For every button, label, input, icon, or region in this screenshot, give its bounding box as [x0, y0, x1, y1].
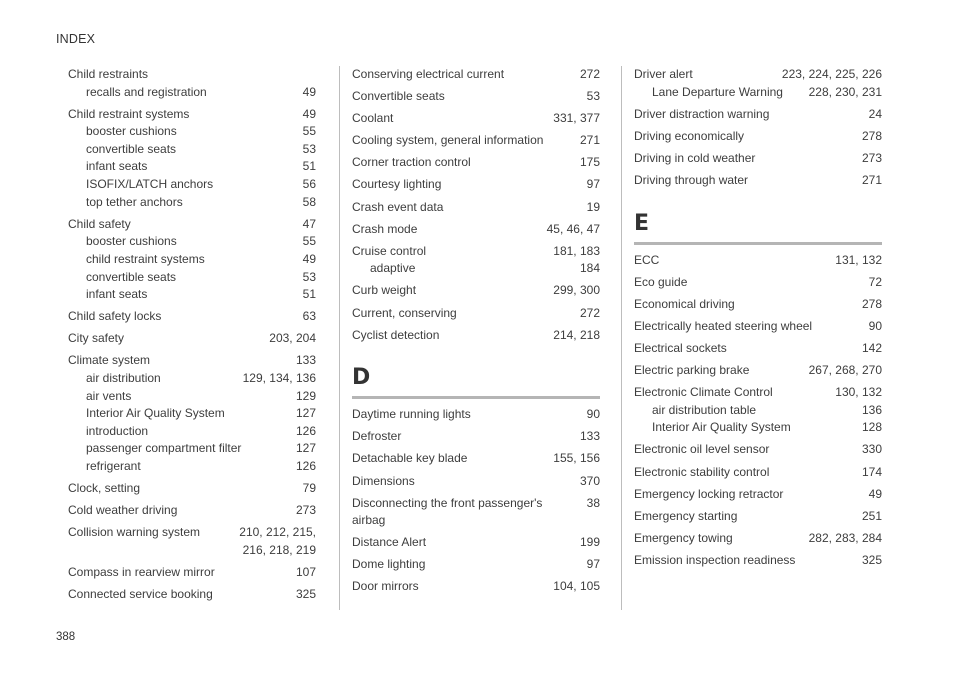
- index-term: Dome lighting: [352, 557, 426, 572]
- index-subentry-row: [68, 423, 316, 441]
- index-subentry-row: [68, 194, 316, 212]
- index-entry: [352, 428, 600, 446]
- index-term: Emergency starting: [634, 508, 738, 523]
- index-entry-row: [634, 508, 882, 526]
- index-entry-row: [634, 340, 882, 358]
- index-column-3: [622, 66, 894, 574]
- index-entry-row: [352, 473, 600, 491]
- page-reference: 126: [295, 458, 316, 473]
- index-entry-row: [634, 552, 882, 570]
- index-entry-row: [634, 150, 882, 168]
- index-subentry-row: [68, 440, 316, 458]
- index-entry-row: [352, 176, 600, 194]
- index-entry: [634, 66, 882, 101]
- index-entry: [634, 106, 882, 124]
- page-reference: 55: [302, 124, 316, 139]
- index-subentry-row: [68, 251, 316, 269]
- index-entry: [634, 441, 882, 459]
- index-entry: [68, 106, 316, 212]
- page-reference: 131, 132: [835, 252, 882, 267]
- index-entry-row: [634, 172, 882, 190]
- index-term: Defroster: [352, 429, 402, 444]
- index-entry-row: [352, 327, 600, 345]
- page-reference: 90: [868, 318, 882, 333]
- index-entry: [68, 586, 316, 604]
- index-term: Crash mode: [352, 221, 418, 236]
- page-reference: 90: [586, 407, 600, 422]
- index-entry: [352, 154, 600, 172]
- page-reference: 51: [302, 159, 316, 174]
- page-reference: 51: [302, 287, 316, 302]
- index-entry-row: [352, 406, 600, 424]
- index-entry-row: [352, 305, 600, 323]
- page-reference: 53: [302, 269, 316, 284]
- page-reference: 203, 204: [269, 331, 316, 346]
- index-subentry-row: [634, 402, 882, 420]
- index-term: Disconnecting the front passenger's airbag: [352, 495, 543, 528]
- index-term: City safety: [68, 331, 125, 346]
- index-entry: [634, 172, 882, 190]
- page-reference: 72: [868, 274, 882, 289]
- index-term: refrigerant: [86, 458, 141, 473]
- index-term: Connected service booking: [68, 587, 213, 602]
- index-term: Child safety locks: [68, 309, 162, 324]
- index-entry-row: [68, 352, 316, 370]
- index-entry-row: [68, 106, 316, 124]
- page-reference: 331, 377: [553, 111, 600, 126]
- index-term: air distribution: [86, 371, 161, 385]
- page-reference: 271: [579, 133, 600, 148]
- index-term: Emergency towing: [634, 530, 733, 545]
- index-subentry-row: [68, 158, 316, 176]
- index-entry: [68, 524, 316, 559]
- index-entry-row: [352, 221, 600, 239]
- index-term: Electronic stability control: [634, 464, 770, 479]
- index-entry-row: [68, 502, 316, 520]
- page-reference: 133: [579, 429, 600, 444]
- index-term: ECC: [634, 252, 660, 267]
- index-term: Driving economically: [634, 128, 745, 143]
- index-term: Cruise control: [352, 243, 427, 258]
- index-entry: [634, 318, 882, 336]
- page-reference: 129, 134, 136: [242, 371, 316, 385]
- index-entry-row: [352, 110, 600, 128]
- index-entry: [68, 330, 316, 348]
- index-term: convertible seats: [86, 269, 177, 284]
- page-reference: 97: [586, 177, 600, 192]
- index-term: Driver distraction warning: [634, 106, 770, 121]
- index-term: Compass in rearview mirror: [68, 564, 215, 579]
- page-reference: 49: [302, 106, 316, 121]
- index-entry-row: [352, 243, 600, 261]
- index-entry-row: [68, 586, 316, 604]
- page-reference: 128: [861, 420, 882, 435]
- index-entry: [352, 199, 600, 217]
- index-term: Corner traction control: [352, 155, 471, 170]
- index-subentry-row: [68, 176, 316, 194]
- index-entry-row: [634, 486, 882, 504]
- index-term: Driving through water: [634, 172, 749, 187]
- index-entry: [68, 480, 316, 498]
- page-reference: 325: [295, 587, 316, 602]
- section-letter: E: [634, 210, 650, 236]
- index-entry-row: [634, 464, 882, 482]
- index-entry-row: [352, 450, 600, 468]
- page-reference: 38: [586, 495, 600, 510]
- index-term: Cooling system, general information: [352, 133, 544, 148]
- index-entry: [68, 308, 316, 326]
- index-entry: [352, 282, 600, 300]
- section-divider: [352, 396, 600, 399]
- index-entry-row: [68, 308, 316, 326]
- index-column-2: [340, 66, 612, 601]
- index-term: Emission inspection readiness: [634, 552, 796, 567]
- index-term: Climate system: [68, 353, 151, 368]
- index-entry: [68, 216, 316, 304]
- index-subentry-row: [68, 388, 316, 406]
- index-entry-row: [68, 564, 316, 582]
- index-entry: [352, 534, 600, 552]
- page-reference: 325: [861, 552, 882, 567]
- index-term: Eco guide: [634, 274, 688, 289]
- index-subentry-row: [68, 269, 316, 287]
- page-reference: 175: [579, 155, 600, 170]
- index-entry: [352, 110, 600, 128]
- index-term: introduction: [86, 423, 149, 438]
- page-reference: 129: [295, 388, 316, 403]
- index-subentry-row: [352, 260, 600, 278]
- index-entry-row: [634, 296, 882, 314]
- index-entry: [352, 243, 600, 278]
- index-entry-row: [352, 154, 600, 172]
- index-term: Detachable key blade: [352, 451, 468, 466]
- index-subentry-row: [634, 419, 882, 437]
- index-term: Driver alert: [634, 67, 693, 81]
- page-reference: 223, 224, 225, 226: [781, 67, 882, 81]
- index-term: Electronic Climate Control: [634, 385, 773, 400]
- index-entry: [352, 473, 600, 491]
- index-term: Conserving electrical current: [352, 67, 505, 81]
- page-reference: 282, 283, 284: [808, 530, 882, 545]
- index-column-1: [56, 66, 328, 608]
- index-entry: [68, 66, 316, 101]
- page-reference: 273: [861, 150, 882, 165]
- index-entry-row: [352, 66, 600, 84]
- index-term: booster cushions: [86, 124, 177, 139]
- index-entry: [634, 296, 882, 314]
- index-subentry-row: [68, 141, 316, 159]
- index-term: adaptive: [370, 261, 416, 276]
- index-entry: [352, 450, 600, 468]
- index-entry-row: [68, 524, 316, 542]
- index-entry-row: [634, 362, 882, 380]
- page-reference: 55: [302, 234, 316, 249]
- page-reference: 330: [861, 442, 882, 457]
- page-reference: 278: [861, 128, 882, 143]
- index-entry-row: [352, 495, 600, 530]
- index-entry: [352, 406, 600, 424]
- index-term: Courtesy lighting: [352, 177, 442, 192]
- index-term: air vents: [86, 388, 132, 403]
- index-term: Electric parking brake: [634, 363, 750, 378]
- index-term: Interior Air Quality System: [86, 406, 225, 421]
- page-reference: 58: [302, 194, 316, 209]
- index-term: child restraint systems: [86, 251, 205, 266]
- page-reference: 49: [302, 251, 316, 266]
- page-reference: 126: [295, 423, 316, 438]
- index-term: Collision warning system: [68, 525, 201, 540]
- index-entry-row: [634, 384, 882, 402]
- index-subentry-row: [68, 405, 316, 423]
- index-entry-row: [352, 88, 600, 106]
- index-entry-row: [634, 252, 882, 270]
- index-entry-row: [352, 578, 600, 596]
- index-subentry-row: [634, 84, 882, 102]
- index-term: passenger compartment filter: [86, 441, 242, 456]
- index-entry: [68, 502, 316, 520]
- index-term: Child safety: [68, 216, 131, 231]
- index-entry-row: [634, 441, 882, 459]
- index-entry: [352, 556, 600, 574]
- index-term: Door mirrors: [352, 579, 419, 594]
- page-reference: 370: [579, 473, 600, 488]
- page-reference: 155, 156: [553, 451, 600, 466]
- index-entry: [352, 88, 600, 106]
- page-reference: 174: [861, 464, 882, 479]
- index-term: infant seats: [86, 159, 148, 174]
- page-number: 388: [56, 631, 76, 643]
- index-entry: [634, 274, 882, 292]
- index-term: Cold weather driving: [68, 503, 178, 518]
- index-entry-row: [352, 282, 600, 300]
- page-reference: 272: [579, 305, 600, 320]
- index-entry-row: [352, 534, 600, 552]
- index-entry-row: [68, 330, 316, 348]
- page-reference: 49: [302, 84, 316, 99]
- index-entry: [352, 132, 600, 150]
- page-reference: 272: [579, 67, 600, 81]
- section-letter: D: [352, 365, 371, 391]
- index-entry-row: [634, 318, 882, 336]
- index-subentry-row: [68, 84, 316, 102]
- index-term: Driving in cold weather: [634, 150, 756, 165]
- index-entry-row: [352, 199, 600, 217]
- page-reference: 56: [302, 177, 316, 192]
- index-term: recalls and registration: [86, 84, 207, 99]
- page-reference: 267, 268, 270: [808, 363, 882, 378]
- index-subentry-row: [68, 370, 316, 388]
- page-reference: 49: [868, 486, 882, 501]
- index-entry: [352, 66, 600, 84]
- index-entry-row: [352, 556, 600, 574]
- index-entry: [634, 384, 882, 437]
- page-reference: 273: [295, 503, 316, 518]
- page-reference: 107: [295, 564, 316, 579]
- page-reference-continued: [68, 542, 316, 560]
- page-reference: 181, 183: [553, 243, 600, 258]
- index-subentry-row: [68, 458, 316, 476]
- page-reference: 127: [295, 406, 316, 421]
- index-entry-row: [68, 216, 316, 234]
- index-term: booster cushions: [86, 234, 177, 249]
- index-entry-row: [634, 106, 882, 124]
- page-reference: 216, 218, 219: [242, 542, 316, 557]
- index-entry: [634, 252, 882, 270]
- index-term: Daytime running lights: [352, 407, 471, 422]
- index-term: convertible seats: [86, 141, 177, 156]
- page-reference: 210, 212, 215,: [239, 525, 316, 540]
- page-reference: 53: [586, 89, 600, 104]
- index-entry: [352, 305, 600, 323]
- index-entry: [634, 128, 882, 146]
- index-entry-row: [634, 530, 882, 548]
- index-entry: [352, 495, 600, 530]
- index-term: Crash event data: [352, 199, 444, 214]
- page-reference: 130, 132: [835, 385, 882, 400]
- index-term: Child restraints: [68, 67, 149, 81]
- index-entry: [352, 221, 600, 239]
- index-entry: [68, 564, 316, 582]
- index-term: Electrically heated steering wheel: [634, 318, 813, 333]
- page-reference: 199: [579, 535, 600, 550]
- index-subentry-row: [68, 123, 316, 141]
- section-divider: [634, 242, 882, 245]
- index-term: top tether anchors: [86, 194, 183, 209]
- page-reference: 136: [861, 402, 882, 417]
- index-term: Electronic oil level sensor: [634, 442, 770, 457]
- index-term: ISOFIX/LATCH anchors: [86, 177, 214, 192]
- index-entry: [634, 530, 882, 548]
- page-reference: 278: [861, 296, 882, 311]
- index-term: Emergency locking retractor: [634, 486, 784, 501]
- page-header: INDEX: [56, 32, 96, 46]
- index-entry: [634, 552, 882, 570]
- page-reference: 24: [868, 106, 882, 121]
- index-term: Current, conserving: [352, 305, 457, 320]
- page-reference: 63: [302, 309, 316, 324]
- index-term: Curb weight: [352, 283, 417, 298]
- index-entry: [352, 327, 600, 345]
- index-entry: [634, 150, 882, 168]
- index-entry-row: [634, 66, 882, 84]
- page-reference: 97: [586, 557, 600, 572]
- index-term: infant seats: [86, 287, 148, 302]
- index-term: Economical driving: [634, 296, 735, 311]
- index-term: Distance Alert: [352, 535, 427, 550]
- index-entry-row: [68, 480, 316, 498]
- page-reference: 45, 46, 47: [546, 221, 600, 236]
- index-term: Interior Air Quality System: [652, 420, 791, 435]
- index-term: Cyclist detection: [352, 327, 440, 342]
- page-reference: 299, 300: [553, 283, 600, 298]
- index-entry-row: [634, 274, 882, 292]
- index-entry-row: [68, 66, 316, 84]
- page-reference: 133: [295, 353, 316, 368]
- index-entry: [634, 486, 882, 504]
- index-entry-row: [634, 128, 882, 146]
- page-reference: 79: [302, 481, 316, 496]
- index-term: Coolant: [352, 111, 394, 126]
- index-term: air distribution table: [652, 402, 757, 417]
- index-entry: [634, 362, 882, 380]
- page-reference: 184: [579, 261, 600, 276]
- index-subentry-row: [68, 286, 316, 304]
- index-entry: [68, 352, 316, 475]
- page-reference: 271: [861, 172, 882, 187]
- page-reference: 104, 105: [553, 579, 600, 594]
- page-reference: 127: [295, 441, 316, 456]
- index-term: Convertible seats: [352, 89, 445, 104]
- page-reference: 228, 230, 231: [808, 84, 882, 99]
- page-reference: 251: [861, 508, 882, 523]
- page-reference: 19: [586, 199, 600, 214]
- index-term: Lane Departure Warning: [652, 84, 783, 99]
- index-entry: [634, 340, 882, 358]
- page-reference: 142: [861, 340, 882, 355]
- page-reference: 214, 218: [553, 327, 600, 342]
- index-term: Child restraint systems: [68, 106, 190, 121]
- index-term: Electrical sockets: [634, 340, 727, 355]
- index-entry: [634, 508, 882, 526]
- index-term: Clock, setting: [68, 481, 141, 496]
- index-term: Dimensions: [352, 473, 415, 488]
- page-reference: 53: [302, 141, 316, 156]
- index-entry-row: [352, 132, 600, 150]
- page-reference: 47: [302, 216, 316, 231]
- index-subentry-row: [68, 233, 316, 251]
- index-entry-row: [352, 428, 600, 446]
- index-entry: [352, 578, 600, 596]
- index-entry: [352, 176, 600, 194]
- index-entry: [634, 464, 882, 482]
